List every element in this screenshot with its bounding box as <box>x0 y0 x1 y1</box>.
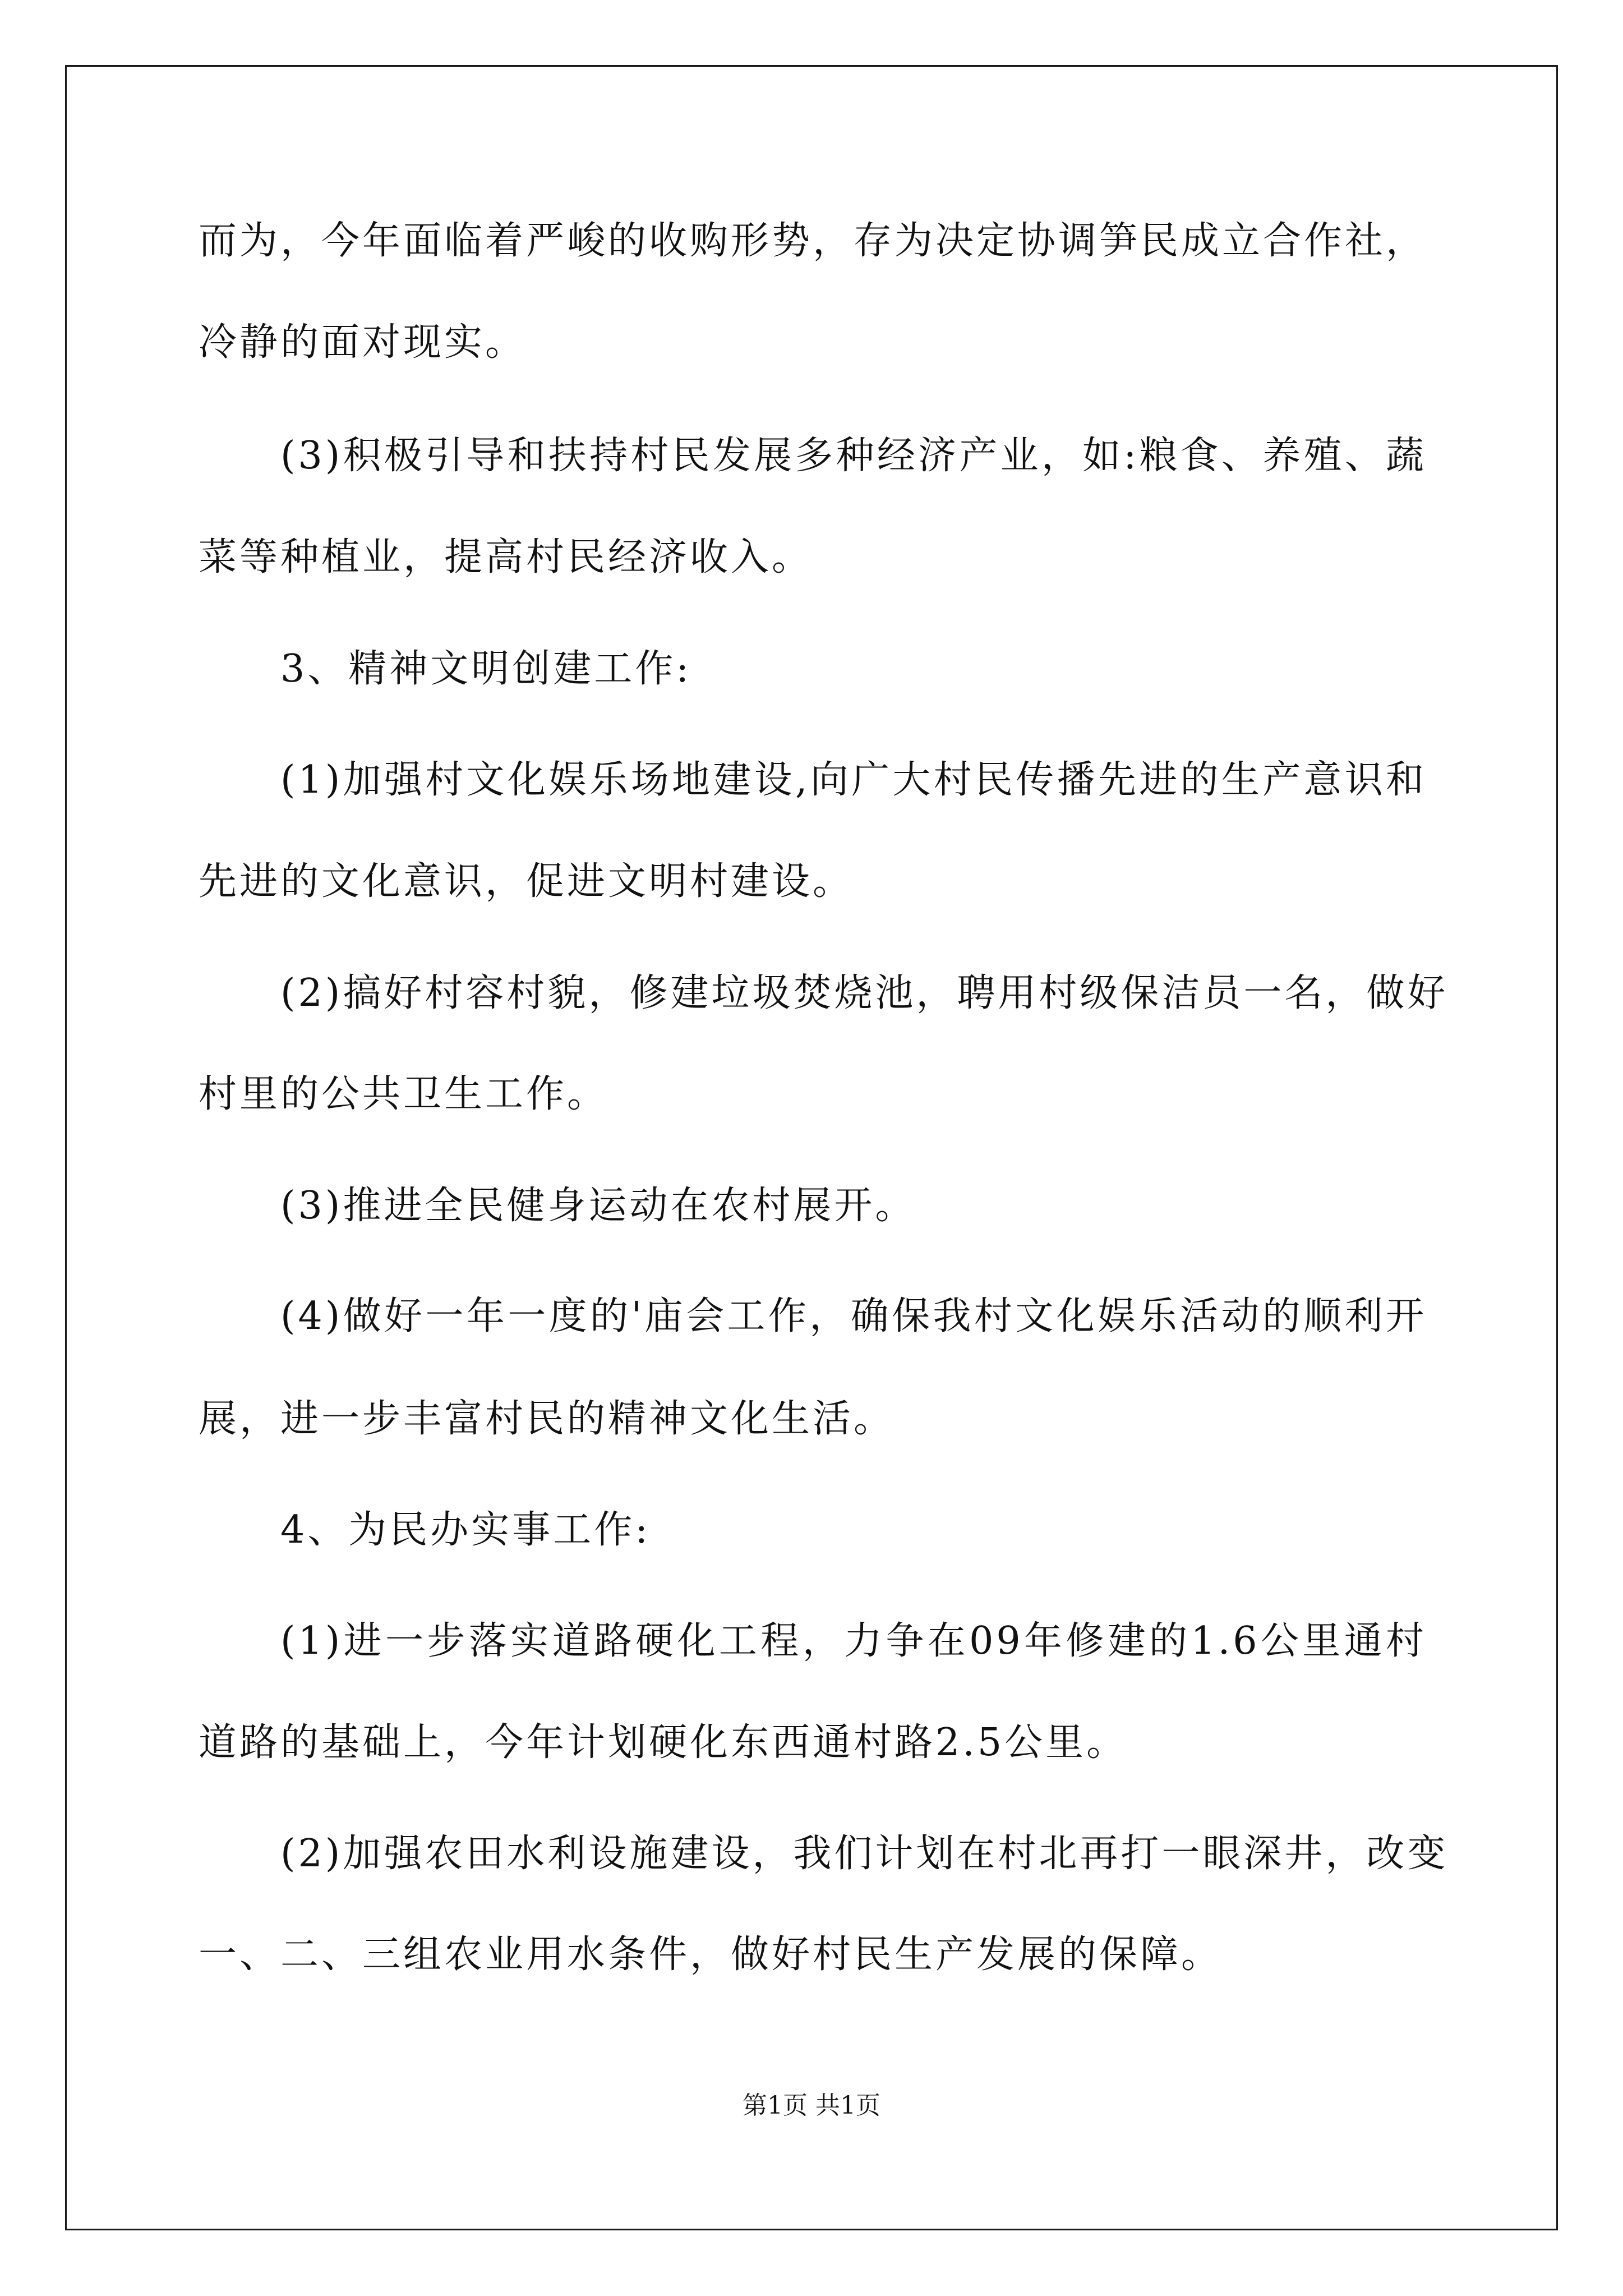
text-line: 先进的文化意识，促进文明村建设。 <box>199 859 854 904</box>
page-border <box>65 65 1558 2230</box>
text-line: 冷静的面对现实。 <box>199 320 527 365</box>
section-heading: 4、为民办实事工作: <box>280 1508 651 1552</box>
text-line: 而为，今年面临着严峻的收购形势，存为决定协调笋民成立合作社， <box>199 219 1427 263</box>
text-line: (3)推进全民健身运动在农村展开。 <box>280 1184 916 1228</box>
text-line: 一、二、三组农业用水条件，做好村民生产发展的保障。 <box>199 1932 1223 1977</box>
text-line: (4)做好一年一度的'庙会工作，确保我村文化娱乐活动的顺利开 <box>280 1294 1427 1338</box>
text-line: (1)加强村文化娱乐场地建设,向广大村民传播先进的生产意识和 <box>280 758 1427 802</box>
text-line: 道路的基础上，今年计划硬化东西通村路2.5公里。 <box>199 1720 1128 1765</box>
text-line: 村里的公共卫生工作。 <box>199 1072 608 1116</box>
section-heading: 3、精神文明创建工作: <box>280 647 692 691</box>
text-line: (2)搞好村容村貌，修建垃圾焚烧池，聘用村级保洁员一名，做好 <box>280 971 1449 1015</box>
text-line: (3)积极引导和扶持村民发展多种经济产业，如:粮食、养殖、蔬 <box>280 434 1427 478</box>
text-line: 展，进一步丰富村民的精神文化生活。 <box>199 1397 895 1441</box>
page-number-footer: 第1页 共1页 <box>743 2091 880 2120</box>
text-line: (2)加强农田水利设施建设，我们计划在村北再打一眼深井，改变 <box>280 1832 1449 1876</box>
text-line: (1)进一步落实道路硬化工程，力争在09年修建的1.6公里通村 <box>280 1619 1427 1663</box>
text-line: 菜等种植业，提高村民经济收入。 <box>199 535 813 579</box>
